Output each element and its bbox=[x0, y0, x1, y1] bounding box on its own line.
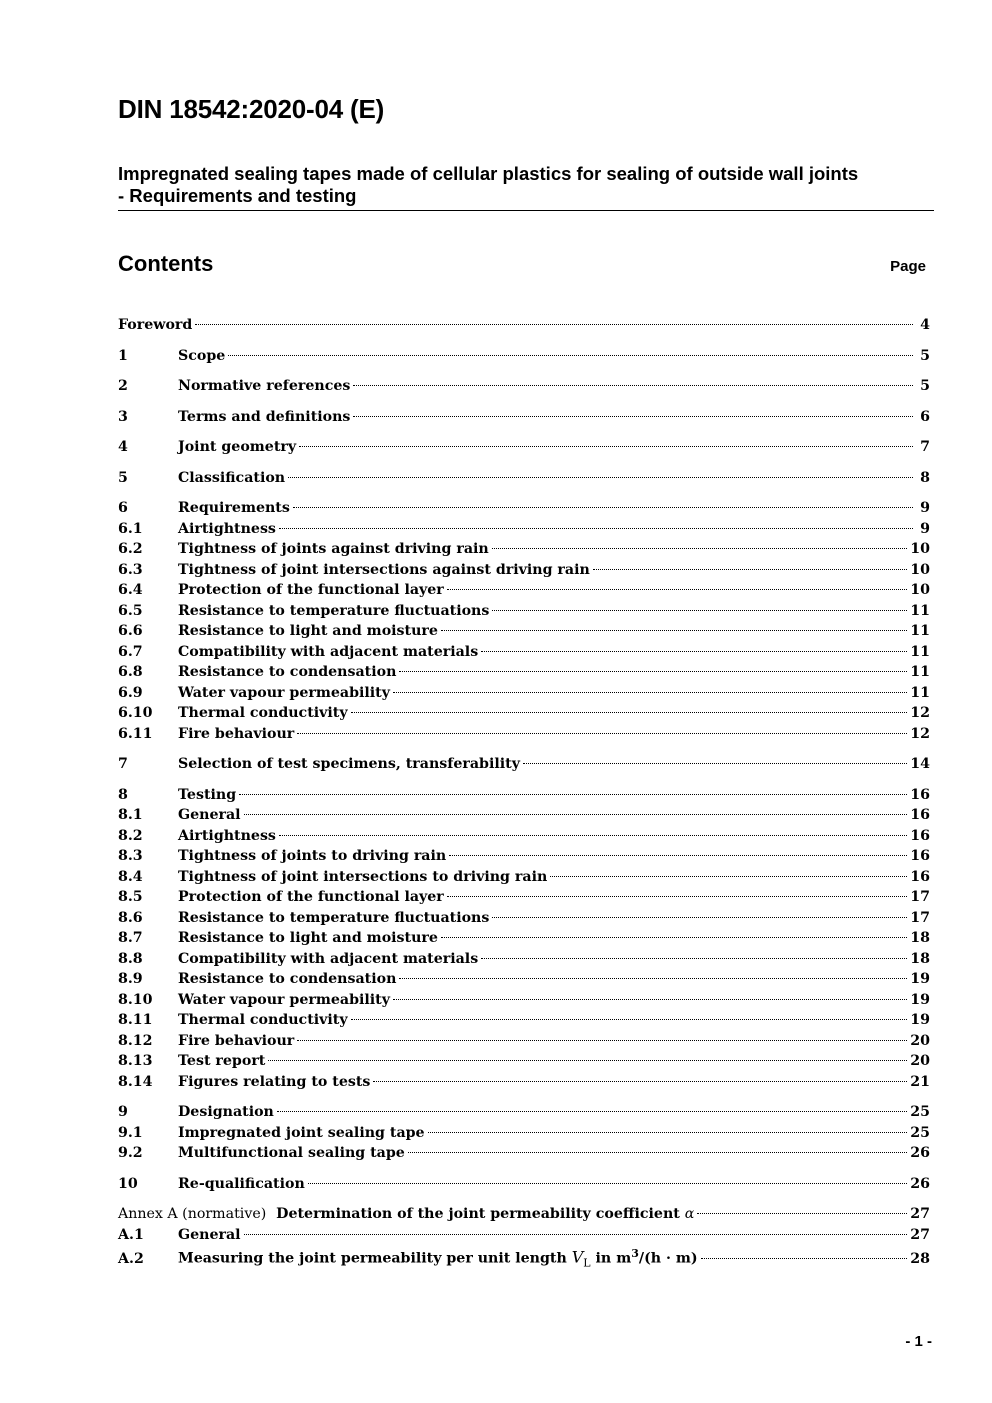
toc-entry[interactable] bbox=[118, 644, 930, 665]
dot-leader bbox=[299, 446, 913, 447]
toc-entry[interactable] bbox=[118, 889, 930, 910]
dot-leader bbox=[351, 1019, 908, 1020]
dot-leader bbox=[268, 1060, 907, 1061]
toc-entry[interactable] bbox=[118, 409, 930, 430]
toc-entry-number: 8.6 bbox=[118, 909, 143, 926]
table-of-contents bbox=[118, 317, 930, 1272]
toc-entry-title: Tightness of joints to driving rain bbox=[178, 848, 447, 864]
toc-entries bbox=[118, 317, 930, 1196]
toc-entry[interactable] bbox=[118, 992, 930, 1013]
toc-entry[interactable] bbox=[118, 603, 930, 624]
a2-unit-superscript: 3 bbox=[631, 1247, 639, 1260]
toc-entry-title: Requirements bbox=[178, 500, 290, 516]
toc-entry-title: Multifunctional sealing tape bbox=[178, 1145, 405, 1161]
annex-a-title-text: Determination of the joint permeability coefficient bbox=[276, 1206, 680, 1222]
toc-entry[interactable] bbox=[118, 348, 930, 369]
dot-leader bbox=[279, 528, 913, 529]
toc-entry-page-number: 19 bbox=[910, 1012, 930, 1028]
dot-leader bbox=[293, 507, 913, 508]
toc-entry-title: Resistance to temperature fluctuations bbox=[178, 909, 490, 926]
toc-entry[interactable] bbox=[118, 1125, 930, 1146]
toc-entry-title: Resistance to temperature fluctuations bbox=[178, 602, 490, 619]
dot-leader bbox=[492, 610, 907, 611]
toc-entry-number: 8.8 bbox=[118, 950, 143, 967]
toc-entry[interactable] bbox=[118, 971, 930, 992]
toc-entry-number: 9.1 bbox=[118, 1124, 143, 1141]
dot-leader bbox=[441, 630, 907, 631]
toc-entry-title: Thermal conductivity bbox=[178, 705, 348, 721]
toc-entry[interactable] bbox=[118, 1104, 930, 1125]
toc-entry[interactable] bbox=[118, 1145, 930, 1166]
toc-entry-title: Fire behaviour bbox=[178, 1032, 295, 1049]
dot-leader bbox=[244, 1234, 908, 1235]
toc-entry-annex-a[interactable] bbox=[118, 1206, 930, 1227]
dot-leader bbox=[449, 855, 907, 856]
toc-entry-page-number: 9 bbox=[920, 520, 930, 537]
dot-leader bbox=[492, 548, 908, 549]
dot-leader bbox=[399, 671, 907, 672]
toc-entry-title: Water vapour permeability bbox=[178, 991, 390, 1008]
toc-entry-number: A.1 bbox=[118, 1226, 144, 1243]
toc-entry[interactable] bbox=[118, 1053, 930, 1074]
toc-entry[interactable] bbox=[118, 562, 930, 583]
toc-entry[interactable] bbox=[118, 685, 930, 706]
toc-entry[interactable] bbox=[118, 705, 930, 726]
toc-entry-title: Compatibility with adjacent materials bbox=[178, 950, 479, 967]
toc-entry-page-number: 14 bbox=[910, 756, 930, 772]
dot-leader bbox=[393, 999, 907, 1000]
dot-leader bbox=[373, 1081, 907, 1082]
toc-entry-number: 8.2 bbox=[118, 827, 143, 844]
toc-entry-page-number: 12 bbox=[910, 705, 930, 721]
toc-entry[interactable] bbox=[118, 1176, 930, 1197]
annex-a-symbol: α bbox=[684, 1206, 695, 1222]
toc-entry-title: Protection of the functional layer bbox=[178, 582, 444, 598]
toc-entry-page-number: 18 bbox=[910, 930, 930, 946]
toc-entry-a2[interactable] bbox=[118, 1247, 930, 1272]
toc-entry-number: 8.13 bbox=[118, 1053, 153, 1069]
toc-entry[interactable] bbox=[118, 623, 930, 644]
toc-entry-page-number: 12 bbox=[910, 725, 930, 742]
toc-entry-page-number: 26 bbox=[910, 1175, 930, 1192]
toc-entry-title: General bbox=[178, 807, 241, 823]
toc-entry[interactable] bbox=[118, 500, 930, 521]
toc-entry-title: Thermal conductivity bbox=[178, 1012, 348, 1028]
document-title-line-1: Impregnated sealing tapes made of cellular plastics for sealing of outside wall joints bbox=[118, 163, 859, 184]
toc-entry[interactable] bbox=[118, 828, 930, 849]
toc-entry-page-number: 10 bbox=[910, 541, 930, 557]
toc-entry-title: Resistance to light and moisture bbox=[178, 930, 438, 946]
toc-entry-number: 8.10 bbox=[118, 991, 153, 1008]
title-underline-divider bbox=[118, 210, 934, 211]
toc-entry-page-number: 21 bbox=[910, 1073, 930, 1090]
toc-entry-number: 7 bbox=[118, 756, 128, 772]
toc-entry-number: 8.7 bbox=[118, 930, 143, 946]
toc-entry-page-number: 27 bbox=[910, 1226, 930, 1243]
toc-entry[interactable] bbox=[118, 521, 930, 542]
dot-leader bbox=[481, 651, 907, 652]
toc-entry-title: General bbox=[178, 1226, 241, 1243]
toc-entry-page-number: 10 bbox=[910, 561, 930, 578]
toc-entry-title: Resistance to light and moisture bbox=[178, 623, 438, 639]
dot-leader bbox=[239, 794, 907, 795]
dot-leader bbox=[228, 355, 913, 356]
contents-heading: Contents bbox=[118, 251, 214, 276]
toc-entry-a1[interactable] bbox=[118, 1227, 930, 1248]
dot-leader bbox=[492, 917, 907, 918]
toc-entry[interactable] bbox=[118, 317, 930, 338]
toc-entry-page-number: 10 bbox=[910, 582, 930, 598]
toc-entry-number: 8 bbox=[118, 786, 128, 803]
toc-entry-page-number: 19 bbox=[910, 971, 930, 987]
toc-entry-page-number: 11 bbox=[910, 623, 930, 639]
toc-entry-number: 6.11 bbox=[118, 725, 153, 742]
a2-unit-rest: /(h · m) bbox=[638, 1250, 698, 1267]
a2-unit: m bbox=[616, 1250, 632, 1267]
dot-leader bbox=[288, 477, 913, 478]
dot-leader bbox=[277, 1111, 907, 1112]
toc-entry-title: Joint geometry bbox=[178, 439, 297, 455]
toc-entry-number: 10 bbox=[118, 1175, 138, 1192]
toc-entry-number: 6.1 bbox=[118, 520, 143, 537]
toc-entry[interactable] bbox=[118, 1033, 930, 1054]
toc-entry-title: Airtightness bbox=[178, 520, 276, 537]
toc-entry-title: Selection of test specimens, transferability bbox=[178, 756, 520, 772]
toc-entry-title: Figures relating to tests bbox=[178, 1073, 371, 1090]
toc-entry-title: Water vapour permeability bbox=[178, 684, 390, 701]
document-title-line-2: - Requirements and testing bbox=[118, 185, 357, 206]
toc-entry-page-number: 16 bbox=[910, 807, 930, 823]
toc-entry-page-number: 16 bbox=[910, 848, 930, 864]
toc-entry-number: 8.5 bbox=[118, 889, 143, 905]
annex-a-prefix: Annex A (normative) bbox=[118, 1206, 267, 1222]
toc-entry-page-number: 5 bbox=[920, 347, 930, 364]
page-column-heading: Page bbox=[890, 258, 926, 275]
toc-entry-title: Compatibility with adjacent materials bbox=[178, 643, 479, 660]
toc-entry-page-number: 11 bbox=[910, 643, 930, 660]
toc-entry-page-number: 11 bbox=[910, 684, 930, 701]
toc-entry-page-number: 16 bbox=[910, 827, 930, 844]
toc-entry-title: Resistance to condensation bbox=[178, 664, 397, 680]
toc-entry-page-number: 18 bbox=[910, 950, 930, 967]
toc-entry-number: 6 bbox=[118, 500, 128, 516]
toc-entry-page-number: 5 bbox=[920, 378, 930, 394]
toc-entry-number: A.2 bbox=[118, 1250, 144, 1267]
dot-leader bbox=[428, 1132, 908, 1133]
a2-symbol-v: V bbox=[571, 1247, 584, 1267]
toc-entry-page-number: 11 bbox=[910, 664, 930, 680]
toc-entry-number: 8.1 bbox=[118, 807, 143, 823]
a2-title-text: Measuring the joint permeability per unit length bbox=[178, 1250, 567, 1267]
toc-entry-number: 5 bbox=[118, 469, 128, 486]
dot-leader bbox=[697, 1213, 907, 1214]
toc-entry[interactable] bbox=[118, 1074, 930, 1095]
toc-entry-number: 6.5 bbox=[118, 602, 143, 619]
toc-entry-number: 6.7 bbox=[118, 643, 143, 660]
dot-leader bbox=[441, 937, 907, 938]
dot-leader bbox=[408, 1152, 907, 1153]
toc-entry-title: Impregnated joint sealing tape bbox=[178, 1124, 425, 1141]
toc-entry-title: Tightness of joint intersections to driving rain bbox=[178, 868, 548, 885]
toc-entry-title: Fire behaviour bbox=[178, 725, 295, 742]
toc-entry-page-number: 7 bbox=[920, 439, 930, 455]
toc-entry-title: Protection of the functional layer bbox=[178, 889, 444, 905]
dot-leader bbox=[523, 763, 907, 764]
toc-entry-page-number: 4 bbox=[920, 317, 930, 333]
toc-entry-title: Tightness of joints against driving rain bbox=[178, 541, 489, 557]
dot-leader bbox=[297, 733, 907, 734]
toc-entry-title: Airtightness bbox=[178, 827, 276, 844]
toc-entry[interactable] bbox=[118, 848, 930, 869]
toc-entry-number: 6.3 bbox=[118, 561, 143, 578]
toc-entry-page-number: 25 bbox=[910, 1124, 930, 1141]
toc-entry-page-number: 16 bbox=[910, 868, 930, 885]
dot-leader bbox=[353, 385, 913, 386]
toc-entry[interactable] bbox=[118, 807, 930, 828]
dot-leader bbox=[297, 1040, 907, 1041]
dot-leader bbox=[308, 1183, 907, 1184]
dot-leader bbox=[244, 814, 908, 815]
document-id: DIN 18542:2020-04 (E) bbox=[118, 94, 385, 124]
toc-entry-number: 8.14 bbox=[118, 1073, 153, 1090]
toc-entry-title: Testing bbox=[178, 786, 237, 803]
toc-entry-page-number: 27 bbox=[910, 1206, 930, 1222]
toc-entry-title: Classification bbox=[178, 469, 286, 486]
toc-entry-number: 6.2 bbox=[118, 541, 143, 557]
toc-entry[interactable] bbox=[118, 951, 930, 972]
toc-entry-number: 9.2 bbox=[118, 1145, 143, 1161]
toc-entry-page-number: 6 bbox=[920, 408, 930, 425]
toc-entry-number: 1 bbox=[118, 347, 128, 364]
toc-entry-title: Tightness of joint intersections against driving rain bbox=[178, 561, 590, 578]
toc-entry-page-number: 8 bbox=[920, 469, 930, 486]
dot-leader bbox=[351, 712, 908, 713]
toc-entry-page-number: 20 bbox=[910, 1053, 930, 1069]
toc-entry-annex-a-title bbox=[118, 1206, 694, 1222]
toc-entry-number: 2 bbox=[118, 378, 128, 394]
dot-leader bbox=[447, 589, 907, 590]
toc-entry-page-number: 26 bbox=[910, 1145, 930, 1161]
toc-entry-number: 6.10 bbox=[118, 705, 153, 721]
toc-entry-number: 3 bbox=[118, 408, 128, 425]
toc-entry-title: Foreword bbox=[118, 317, 193, 333]
toc-entry-number: 6.8 bbox=[118, 664, 143, 680]
toc-entry[interactable] bbox=[118, 930, 930, 951]
dot-leader bbox=[481, 958, 907, 959]
toc-entry-title: Scope bbox=[178, 347, 226, 364]
toc-entry[interactable] bbox=[118, 726, 930, 747]
toc-entry-number: 8.4 bbox=[118, 868, 143, 885]
toc-entry-page-number: 20 bbox=[910, 1032, 930, 1049]
a2-symbol-subscript: L bbox=[583, 1256, 591, 1270]
toc-entry[interactable] bbox=[118, 439, 930, 460]
dot-leader bbox=[593, 569, 907, 570]
toc-entry-number: 8.12 bbox=[118, 1032, 153, 1049]
dot-leader bbox=[550, 876, 907, 877]
page-number-footer: - 1 - bbox=[905, 1333, 932, 1350]
toc-entry-number: 8.9 bbox=[118, 971, 143, 987]
toc-entry-number: 8.11 bbox=[118, 1012, 153, 1028]
toc-entry-page-number: 11 bbox=[910, 602, 930, 619]
toc-entry[interactable] bbox=[118, 582, 930, 603]
dot-leader bbox=[393, 692, 907, 693]
toc-entry[interactable] bbox=[118, 910, 930, 931]
toc-entry-number: 6.6 bbox=[118, 623, 143, 639]
toc-entry[interactable] bbox=[118, 541, 930, 562]
dot-leader bbox=[447, 896, 907, 897]
a2-in-text: in bbox=[595, 1250, 612, 1267]
toc-entry-title: Terms and definitions bbox=[178, 408, 351, 425]
toc-entry[interactable] bbox=[118, 1012, 930, 1033]
toc-entry-title: Normative references bbox=[178, 378, 351, 394]
toc-entry-page-number: 17 bbox=[910, 909, 930, 926]
toc-entry-title: Test report bbox=[178, 1053, 266, 1069]
dot-leader bbox=[353, 416, 913, 417]
dot-leader bbox=[195, 324, 913, 325]
toc-entry-page-number: 16 bbox=[910, 786, 930, 803]
toc-entry-number: 8.3 bbox=[118, 848, 143, 864]
toc-entry-number: 4 bbox=[118, 439, 128, 455]
toc-entry-title bbox=[178, 1247, 698, 1270]
toc-entry[interactable] bbox=[118, 664, 930, 685]
document-title bbox=[118, 163, 934, 207]
toc-entry-page-number: 19 bbox=[910, 991, 930, 1008]
toc-entry[interactable] bbox=[118, 756, 930, 777]
toc-entry-page-number: 17 bbox=[910, 889, 930, 905]
toc-entry[interactable] bbox=[118, 470, 930, 491]
toc-entry-title: Designation bbox=[178, 1104, 274, 1120]
dot-leader bbox=[279, 835, 907, 836]
toc-entry[interactable] bbox=[118, 378, 930, 399]
toc-entry-page-number: 25 bbox=[910, 1104, 930, 1120]
toc-entry-number: 9 bbox=[118, 1104, 128, 1120]
toc-entry[interactable] bbox=[118, 869, 930, 890]
toc-entry-page-number: 28 bbox=[910, 1250, 930, 1267]
toc-entry-title: Resistance to condensation bbox=[178, 971, 397, 987]
toc-entry-page-number: 9 bbox=[920, 500, 930, 516]
toc-entry-title: Re-qualification bbox=[178, 1175, 305, 1192]
dot-leader bbox=[701, 1258, 908, 1259]
toc-entry-number: 6.9 bbox=[118, 684, 143, 701]
dot-leader bbox=[399, 978, 907, 979]
toc-entry-number: 6.4 bbox=[118, 582, 143, 598]
toc-entry[interactable] bbox=[118, 787, 930, 808]
